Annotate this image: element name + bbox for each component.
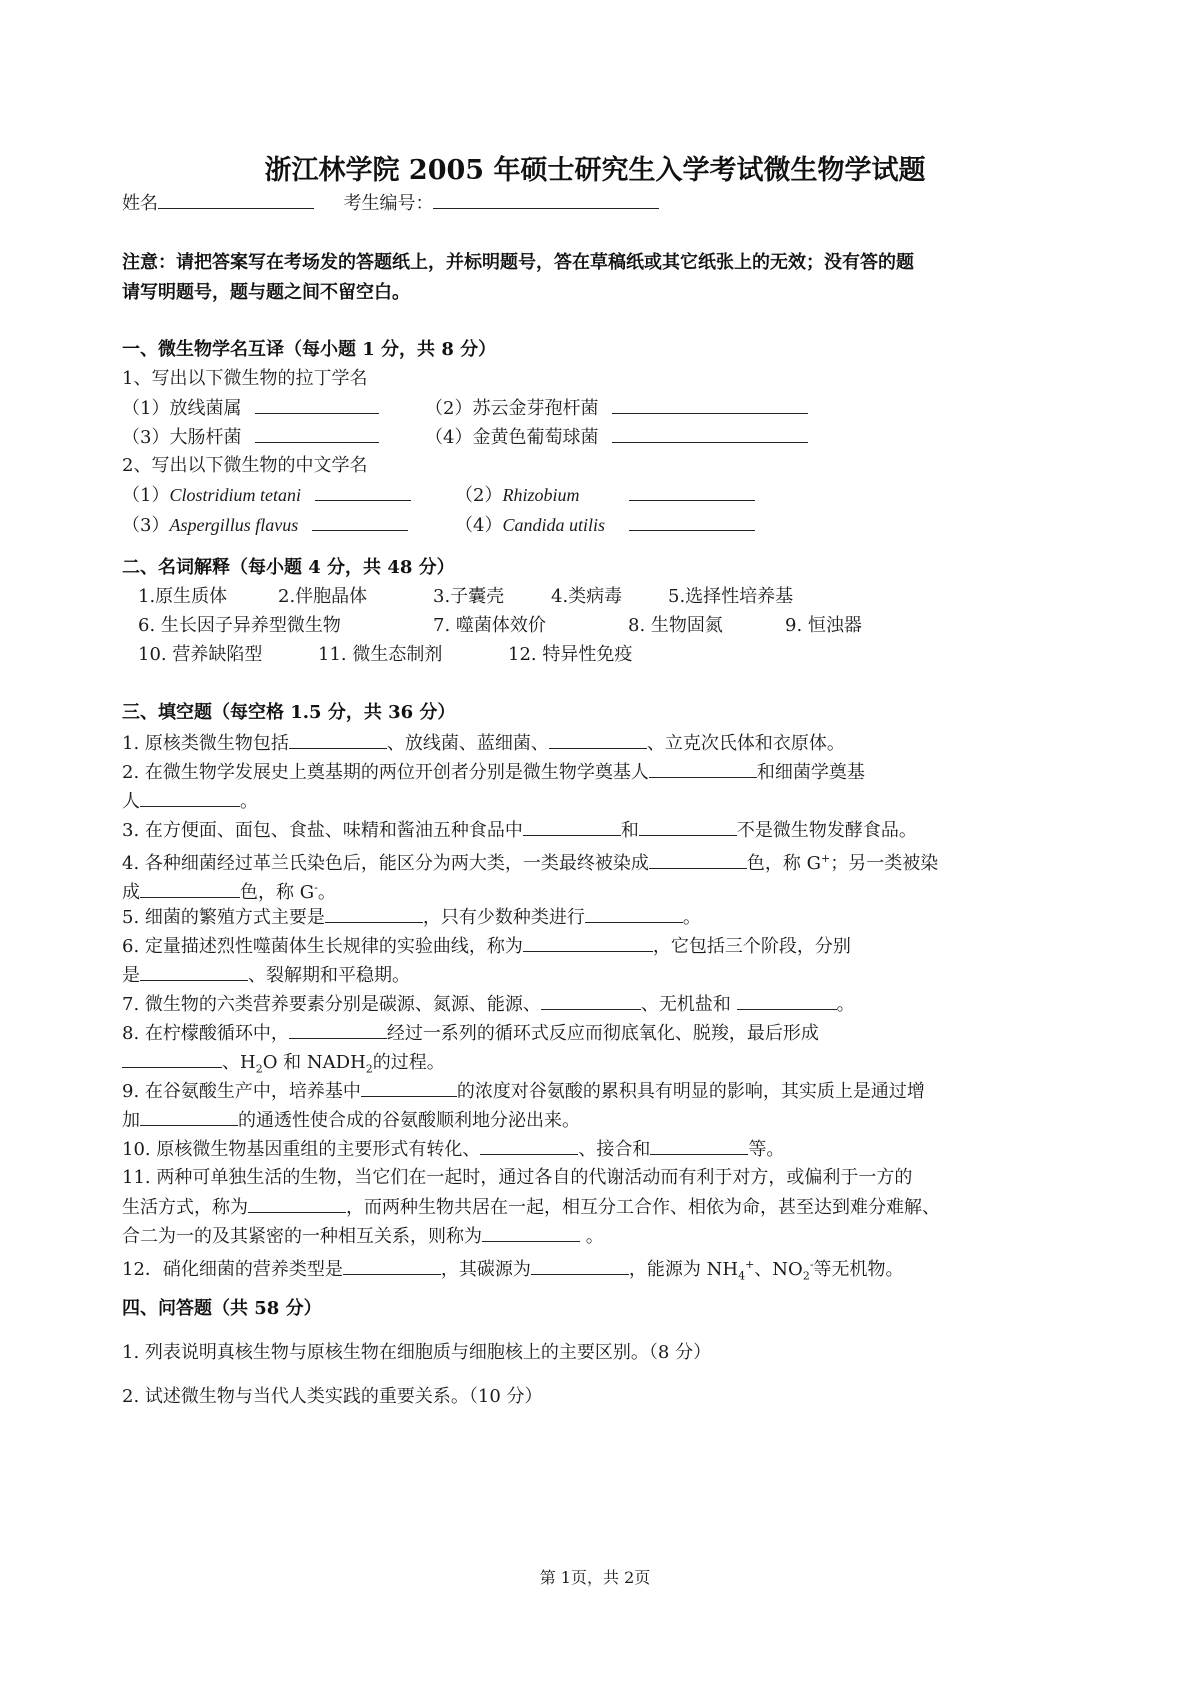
fill-question-11-cont-2: 合二为一的及其紧密的一种相互关系，则称为 。 [122, 1223, 604, 1250]
fill-question-12: 12．硝化细菌的营养类型是 ，其碳源为 ，能源为 $NH_4^+$、$NO_2^-$等无机物。 [122, 1258, 904, 1283]
answer-blank[interactable] [289, 1020, 387, 1039]
term-12: 12. 特异性免疫 [508, 644, 633, 665]
chinese-name-item-2: （2）Rhizobium [455, 482, 755, 509]
chinese-name-item-4: （4）Candida utilis [455, 512, 755, 539]
term-4: 4.类病毒 [551, 586, 623, 607]
candidate-info-row [122, 190, 659, 217]
section-1-part-1-title: 1、写出以下微生物的拉丁学名 [122, 368, 368, 389]
exam-title: 浙江林学院 2005 年硕士研究生入学考试微生物学试题 [264, 155, 926, 186]
answer-blank[interactable] [531, 1256, 629, 1275]
latin-name-item-2: （2）苏云金芽孢杆菌 [425, 395, 808, 422]
term-3: 3.子囊壳 [433, 586, 505, 607]
fill-question-6-cont: 是 、裂解期和平稳期。 [122, 962, 410, 989]
fill-question-10: 10. 原核微生物基因重组的主要形式有转化、 、接合和 等。 [122, 1136, 784, 1163]
answer-blank[interactable] [361, 1078, 457, 1097]
fill-question-2-cont: 人 。 [122, 788, 258, 815]
answer-blank[interactable] [649, 850, 747, 869]
answer-blank[interactable] [289, 730, 387, 749]
answer-blank[interactable] [482, 1223, 580, 1242]
answer-blank[interactable] [480, 1136, 578, 1155]
answer-blank[interactable] [612, 395, 808, 414]
answer-blank[interactable] [255, 424, 379, 443]
term-11: 11. 微生态制剂 [318, 644, 443, 665]
section-1-part-2-title: 2、写出以下微生物的中文学名 [122, 455, 368, 476]
answer-blank[interactable] [325, 904, 423, 923]
fill-question-1: 1. 原核类微生物包括 、放线菌、蓝细菌、 、立克次氏体和衣原体。 [122, 730, 845, 757]
answer-blank[interactable] [523, 817, 621, 836]
answer-blank[interactable] [639, 817, 737, 836]
answer-blank[interactable] [629, 512, 755, 531]
essay-question-1: 1. 列表说明真核生物与原核生物在细胞质与细胞核上的主要区别。（8 分） [122, 1342, 712, 1363]
chinese-name-item-1: （1）Clostridium tetani [122, 482, 411, 509]
term-5: 5.选择性培养基 [668, 586, 794, 607]
answer-blank[interactable] [140, 879, 240, 898]
fill-question-2: 2. 在微生物学发展史上奠基期的两位开创者分别是微生物学奠基人 和细菌学奠基 [122, 759, 865, 786]
fill-question-9-cont: 加 的通透性使合成的谷氨酸顺利地分泌出来。 [122, 1107, 580, 1134]
exam-id-label: 考生编号： [343, 193, 434, 214]
latin-name-item-3: （3）大肠杆菌 [122, 424, 379, 451]
answer-blank[interactable] [649, 759, 757, 778]
fill-question-3: 3. 在方便面、面包、食盐、味精和酱油五种食品中 和 不是微生物发酵食品。 [122, 817, 917, 844]
fill-question-6: 6. 定量描述烈性噬菌体生长规律的实验曲线，称为 ，它包括三个阶段，分别 [122, 933, 851, 960]
answer-blank[interactable] [140, 1107, 238, 1126]
section-3-heading: 三、填空题（每空格 1.5 分，共 36 分） [122, 702, 456, 723]
fill-question-9: 9. 在谷氨酸生产中，培养基中 的浓度对谷氨酸的累积具有明显的影响，其实质上是通过增 [122, 1078, 925, 1105]
fill-question-8-cont: 、$H_2O$ 和 $NADH_2$的过程。 [122, 1049, 445, 1083]
fill-question-8: 8. 在柠檬酸循环中， 经过一系列的循环式反应而彻底氧化、脱羧，最后形成 [122, 1020, 819, 1047]
term-7: 7. 噬菌体效价 [433, 615, 546, 636]
notice-line-1: 注意：请把答案写在考场发的答题纸上，并标明题号，答在草稿纸或其它纸张上的无效；没有答的题 [122, 252, 914, 273]
fill-question-11-cont-1: 生活方式，称为 ，而两种生物共居在一起，相互分工合作、相依为命，甚至达到难分难解、 [122, 1194, 940, 1221]
term-1: 1.原生质体 [138, 586, 228, 607]
section-4-heading: 四、问答题（共 58 分） [122, 1298, 322, 1319]
chinese-name-item-3: （3）Aspergillus flavus [122, 512, 408, 539]
answer-blank[interactable] [122, 1049, 222, 1068]
answer-blank[interactable] [650, 1136, 748, 1155]
term-8: 8. 生物固氮 [628, 615, 723, 636]
fill-question-11: 11. 两种可单独生活的生物，当它们在一起时，通过各自的代谢活动而有利于对方，或偏利于一方的 [122, 1167, 913, 1188]
answer-blank[interactable] [140, 962, 248, 981]
answer-blank[interactable] [343, 1256, 441, 1275]
section-2-heading: 二、名词解释（每小题 4 分，共 48 分） [122, 557, 455, 578]
term-2: 2.伴胞晶体 [278, 586, 368, 607]
answer-blank[interactable] [248, 1194, 346, 1213]
answer-blank[interactable] [523, 933, 653, 952]
term-6: 6. 生长因子异养型微生物 [138, 615, 341, 636]
name-field[interactable] [158, 190, 314, 209]
term-10: 10. 营养缺陷型 [138, 644, 263, 665]
fill-question-5: 5. 细菌的繁殖方式主要是 ，只有少数种类进行 。 [122, 904, 701, 931]
answer-blank[interactable] [612, 424, 808, 443]
latin-name-item-1: （1）放线菌属 [122, 395, 379, 422]
answer-blank[interactable] [541, 991, 641, 1010]
page-indicator: 第 1页，共 2页 [539, 1568, 651, 1587]
notice-line-2: 请写明题号，题与题之间不留空白。 [122, 282, 410, 303]
latin-name-item-4: （4）金黄色葡萄球菌 [425, 424, 808, 451]
answer-blank[interactable] [255, 395, 379, 414]
answer-blank[interactable] [315, 482, 411, 501]
name-label: 姓名 [122, 193, 158, 214]
answer-blank[interactable] [737, 991, 837, 1010]
answer-blank[interactable] [312, 512, 408, 531]
term-9: 9. 恒浊器 [785, 615, 862, 636]
fill-question-4-cont: 成 色，称 G-。 [122, 881, 336, 903]
fill-question-4: 4. 各种细菌经过革兰氏染色后，能区分为两大类，一类最终被染成 色，称 G+；另一类被染 [122, 852, 939, 874]
answer-blank[interactable] [629, 482, 755, 501]
fill-question-7: 7. 微生物的六类营养要素分别是碳源、氮源、能源、 、无机盐和 。 [122, 991, 855, 1018]
answer-blank[interactable] [140, 788, 240, 807]
essay-question-2: 2. 试述微生物与当代人类实践的重要关系。（10 分） [122, 1386, 543, 1407]
exam-id-field[interactable] [433, 190, 659, 209]
section-1-heading: 一、微生物学名互译（每小题 1 分，共 8 分） [122, 339, 497, 360]
answer-blank[interactable] [585, 904, 683, 923]
answer-blank[interactable] [549, 730, 647, 749]
